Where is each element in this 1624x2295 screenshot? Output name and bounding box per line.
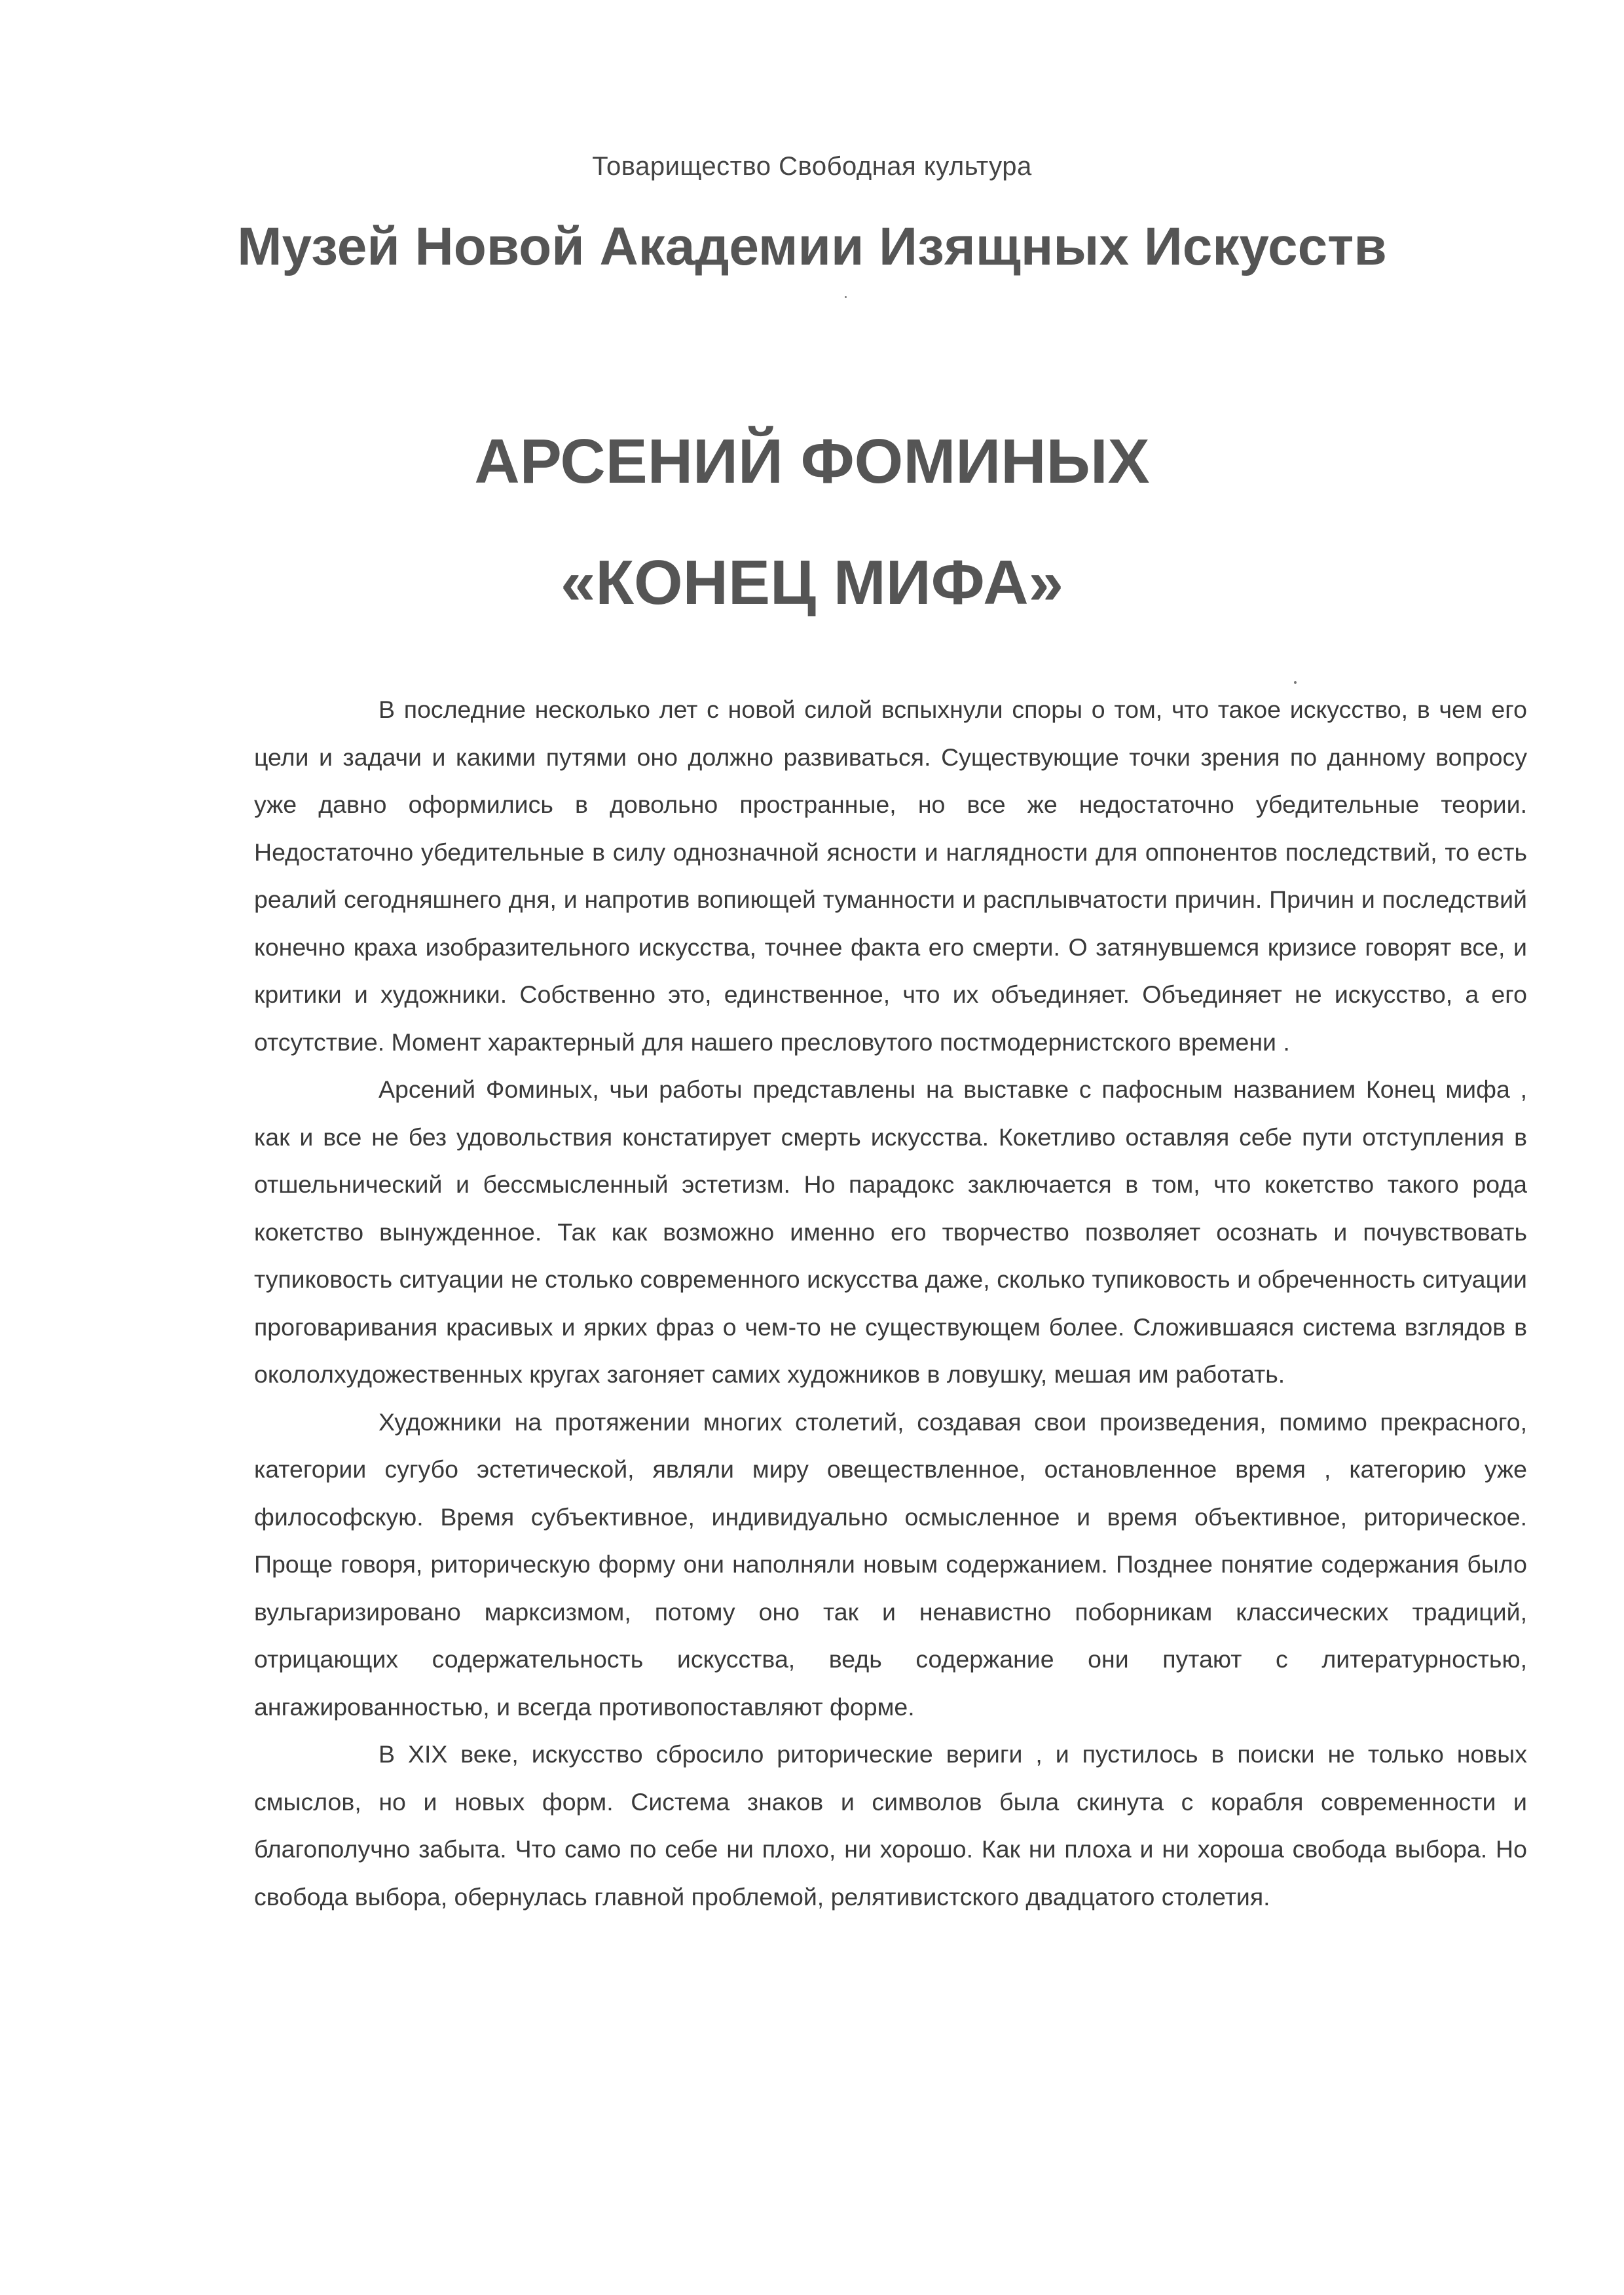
paragraph: В последние несколько лет с новой силой вспыхнули споры о том, что такое искусство, в чем его цели и задачи и какими путями оно должно развиваться. Существующие точки зрения по данному вопросу уже давно оформились в довольно пространные, но все же недостаточно убедительные теории. Недостаточно убедительные в силу однозначной ясности и наглядности для оппонентов последствий, то есть реалий сегодняшнего дня, и напротив вопиющей туманности и расплывчатости причин. Причин и последствий конечно краха изобразительного искусства, точнее факта его смерти. О затянувшемся кризисе говорят все, и критики и художники. Собственно это, единственное, что их объединяет. Объединяет не искусство, а его отсутствие. Момент характерный для нашего пресловутого постмодернистского времени . <box>254 696 1527 1056</box>
organization-name: Товарищество Свободная культура <box>592 152 1032 181</box>
author-name: АРСЕНИЙ ФОМИНЫХ <box>474 426 1150 496</box>
museum-title: Музей Новой Академии Изящных Искусств <box>237 217 1387 276</box>
paragraph: Художники на протяжении многих столетий, создавая свои произведения, помимо прекрасного, категории сугубо эстетической, являли миру овеществленное, остановленное время , категорию уже философскую. Время субъективное, индивидуально осмысленное и время объективное, риторическое. Проще говоря, риторическую форму они наполняли новым содержанием. Позднее понятие содержания было вульгаризировано марксизмом, потому оно так и ненавистно поборникам классических традиций, отрицающих содержательность искусства, ведь содержание они путают с литературностью, ангажированностью, и всегда противопоставляют форме. <box>254 1408 1527 1721</box>
article-body <box>254 686 1527 1920</box>
scan-speck <box>845 296 847 298</box>
paragraph: Арсений Фоминых, чьи работы представлены на выставке с пафосным названием Конец мифа , как и все не без удовольствия констатирует смерть искусства. Кокетливо оставляя себе пути отступления в отшельнический и бессмысленный эстетизм. Но парадокс заключается в том, что кокетство такого рода кокетство вынужденное. Так как возможно именно его творчество позволяет осознать и почувствовать тупиковость ситуации не столько современного искусства даже, сколько тупиковость и обреченность ситуации проговаривания красивых и ярких фраз о чем-то не существующем более. Сложившаяся система взглядов в окололхудожественных кругах загоняет самих художников в ловушку, мешая им работать. <box>254 1075 1527 1388</box>
paragraph: В XIX веке, искусство сбросило риторические вериги , и пустилось в поиски не только новых смыслов, но и новых форм. Система знаков и символов была скинута с корабля современности и благополучно забыта. Что само по себе ни плохо, ни хорошо. Как ни плоха и ни хороша свобода выбора. Но свобода выбора, обернулась главной проблемой, релятивистского двадцатого столетия. <box>254 1740 1527 1911</box>
exhibition-title: «КОНЕЦ МИФА» <box>560 548 1064 618</box>
scan-speck <box>1294 681 1297 684</box>
